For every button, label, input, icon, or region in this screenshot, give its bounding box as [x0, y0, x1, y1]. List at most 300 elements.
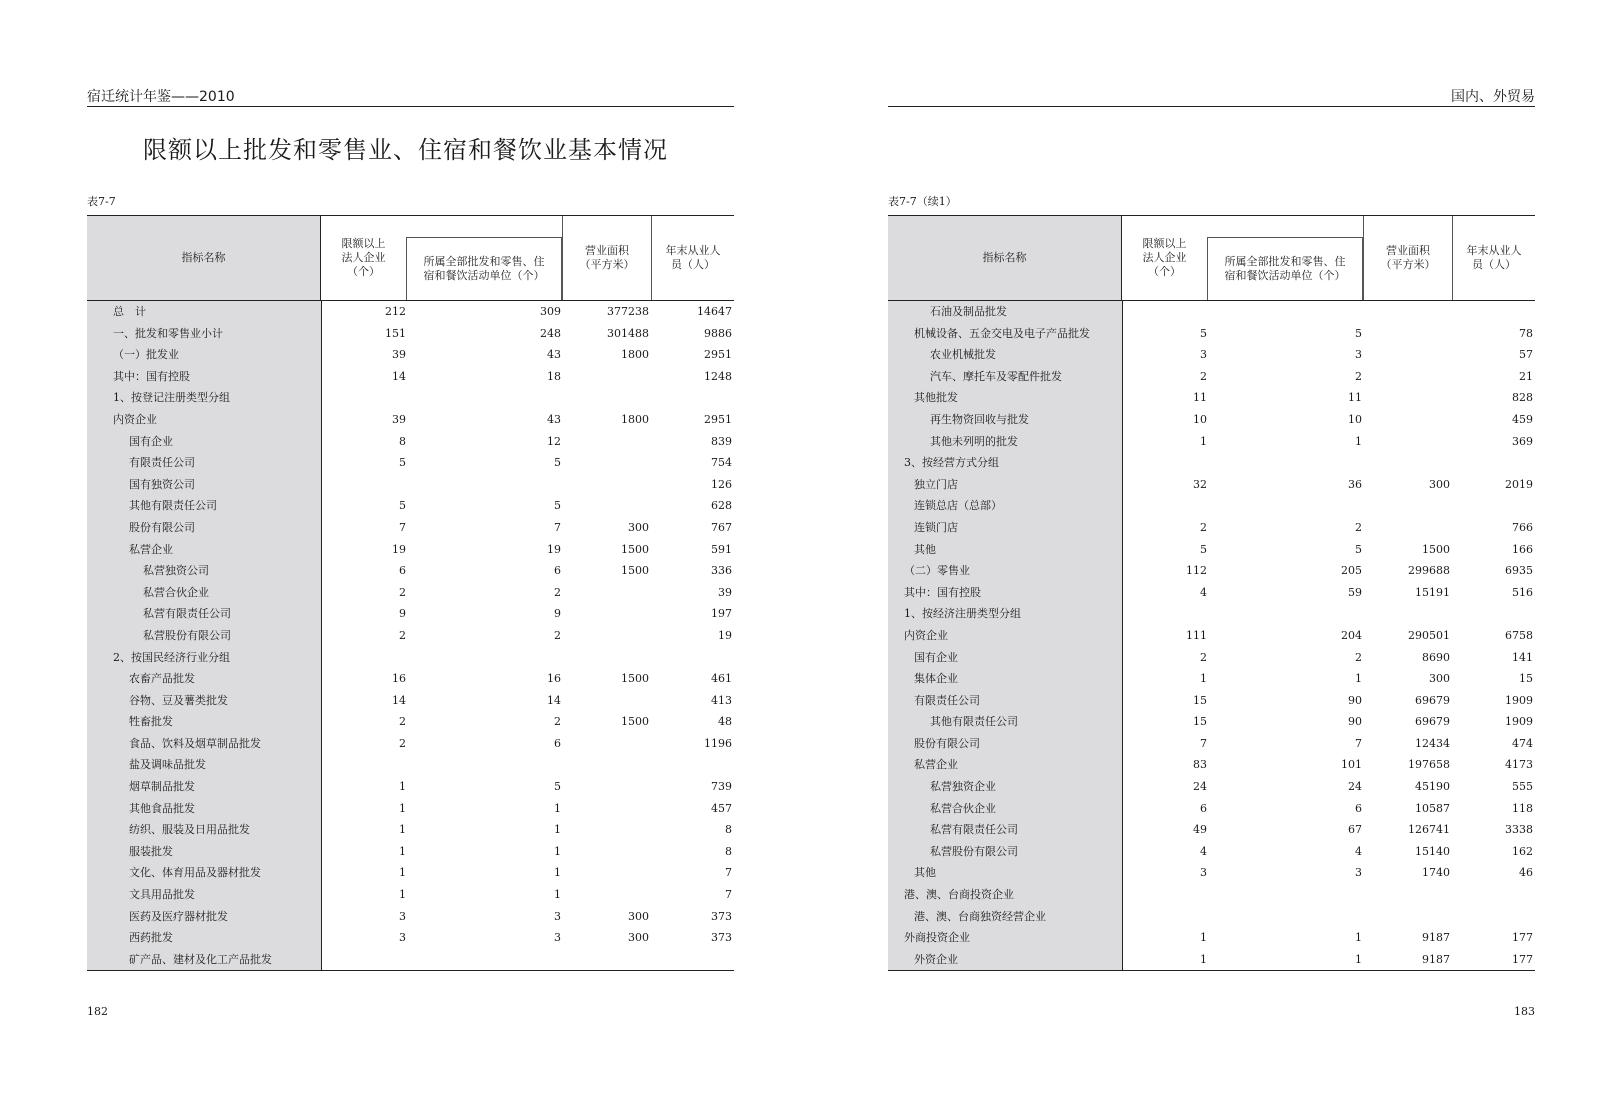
row-indicator-name: 谷物、豆及薯类批发 [129, 693, 228, 707]
table-row [87, 819, 734, 841]
cell-staff: 457 [711, 801, 732, 815]
cell-area: 69679 [1415, 715, 1450, 729]
cell-staff: 767 [711, 520, 732, 534]
row-indicator-name: 3、按经营方式分组 [904, 456, 999, 470]
row-indicator-name: 其他食品批发 [129, 801, 195, 815]
table-row [87, 517, 734, 539]
cell-enterprises: 7 [399, 520, 406, 534]
cell-units: 5 [554, 456, 561, 470]
table-row [87, 344, 734, 366]
cell-enterprises: 39 [392, 348, 406, 362]
cell-staff: 754 [711, 456, 732, 470]
cell-staff: 2019 [1505, 477, 1533, 491]
cell-staff: 8 [725, 823, 732, 837]
cell-units: 101 [1341, 758, 1362, 772]
table-row [888, 798, 1535, 820]
table-row [888, 517, 1535, 539]
row-indicator-name: 其他 [914, 542, 936, 556]
row-indicator-name: 1、按经济注册类型分组 [904, 607, 1021, 621]
cell-enterprises: 112 [1186, 564, 1207, 578]
cell-enterprises: 1 [1200, 434, 1207, 448]
cell-staff: 373 [711, 909, 732, 923]
cell-enterprises: 83 [1193, 758, 1207, 772]
table-row [87, 431, 734, 453]
cell-staff: 516 [1512, 585, 1533, 599]
cell-enterprises: 14 [392, 693, 406, 707]
cell-area: 12434 [1415, 736, 1450, 750]
cell-area: 15191 [1415, 585, 1450, 599]
table-row [888, 387, 1535, 409]
cell-units: 43 [547, 412, 561, 426]
row-indicator-name: 私营独资公司 [143, 564, 209, 578]
table-row [87, 906, 734, 928]
row-indicator-name: 私营企业 [129, 542, 173, 556]
cell-staff: 3338 [1505, 823, 1533, 837]
cell-area: 300 [628, 520, 649, 534]
cell-units: 90 [1348, 715, 1362, 729]
header-staff-text: 年末从业人 员（人） [665, 244, 721, 271]
row-indicator-name: 集体企业 [914, 672, 958, 686]
row-indicator-name: 私营有限责任公司 [143, 607, 231, 621]
row-indicator-name: 其中：国有控股 [904, 585, 981, 599]
row-indicator-name: 私营独资企业 [930, 780, 996, 794]
cell-staff: 766 [1512, 520, 1533, 534]
cell-area: 1500 [621, 564, 649, 578]
table-row [87, 711, 734, 733]
table-row [87, 560, 734, 582]
cell-units: 10 [1348, 412, 1362, 426]
table-row [87, 495, 734, 517]
cell-enterprises: 4 [1200, 585, 1207, 599]
table-row [87, 862, 734, 884]
cell-units: 1 [554, 888, 561, 902]
cell-units: 1 [554, 823, 561, 837]
table-row [888, 668, 1535, 690]
cell-staff: 1909 [1505, 693, 1533, 707]
row-indicator-name: 盐及调味品批发 [129, 758, 206, 772]
cell-area: 1800 [621, 348, 649, 362]
cell-staff: 8 [725, 844, 732, 858]
header-area [1363, 216, 1453, 300]
cell-area: 300 [628, 931, 649, 945]
row-indicator-name: 有限责任公司 [129, 456, 195, 470]
header-enterprises [321, 216, 406, 300]
cell-units: 7 [1355, 736, 1362, 750]
header-enterprises [1122, 216, 1207, 300]
cell-staff: 21 [1519, 369, 1533, 383]
table-row [87, 582, 734, 604]
cell-staff: 6935 [1505, 564, 1533, 578]
cell-enterprises: 5 [399, 456, 406, 470]
row-indicator-name: 石油及制品批发 [930, 305, 1007, 318]
row-indicator-name: 西药批发 [129, 931, 173, 945]
cell-enterprises: 5 [399, 499, 406, 513]
cell-staff: 828 [1512, 391, 1533, 405]
cell-enterprises: 3 [1200, 866, 1207, 880]
cell-units: 59 [1348, 585, 1362, 599]
cell-staff: 141 [1512, 650, 1533, 664]
header-indicator-name: 指标名称 [87, 216, 321, 300]
cell-enterprises: 1 [1200, 931, 1207, 945]
cell-units: 309 [540, 305, 561, 318]
table-row [87, 798, 734, 820]
cell-enterprises: 1 [1200, 672, 1207, 686]
table-body [87, 301, 734, 970]
table-row [87, 647, 734, 669]
table-row [888, 323, 1535, 345]
cell-staff: 474 [1512, 736, 1533, 750]
cell-enterprises: 6 [1200, 801, 1207, 815]
header-staff [652, 216, 734, 300]
row-indicator-name: 其他批发 [914, 391, 958, 405]
row-indicator-name: 烟草制品批发 [129, 780, 195, 794]
right-page [888, 0, 1535, 1099]
cell-staff: 57 [1519, 348, 1533, 362]
cell-enterprises: 15 [1193, 693, 1207, 707]
cell-enterprises: 9 [399, 607, 406, 621]
cell-units: 19 [547, 542, 561, 556]
page-number: 183 [1514, 1005, 1535, 1018]
cell-enterprises: 3 [399, 909, 406, 923]
table-row [888, 344, 1535, 366]
table-row [888, 927, 1535, 949]
table-row [87, 949, 734, 971]
table-row [87, 690, 734, 712]
cell-enterprises: 24 [1193, 780, 1207, 794]
running-header [87, 84, 734, 107]
cell-enterprises: 19 [392, 542, 406, 556]
cell-enterprises: 2 [1200, 520, 1207, 534]
cell-staff: 2951 [704, 412, 732, 426]
cell-enterprises: 2 [1200, 369, 1207, 383]
header-area-text: 营业面积 （平方米） [579, 244, 635, 271]
cell-enterprises: 7 [1200, 736, 1207, 750]
cell-staff: 15 [1519, 672, 1533, 686]
table-row [888, 841, 1535, 863]
row-indicator-name: 私营企业 [914, 758, 958, 772]
table-row [888, 603, 1535, 625]
row-indicator-name: 股份有限公司 [914, 736, 980, 750]
cell-staff: 373 [711, 931, 732, 945]
running-head-text: 国内、外贸易 [1451, 89, 1535, 105]
row-indicator-name: 再生物资回收与批发 [930, 412, 1029, 426]
table-row [87, 884, 734, 906]
cell-enterprises: 4 [1200, 844, 1207, 858]
cell-enterprises: 212 [385, 305, 406, 318]
table-row [888, 733, 1535, 755]
row-indicator-name: 其他有限责任公司 [930, 715, 1018, 729]
cell-units: 6 [1355, 801, 1362, 815]
cell-units: 67 [1348, 823, 1362, 837]
row-indicator-name: 其他有限责任公司 [129, 499, 217, 513]
cell-enterprises: 16 [392, 672, 406, 686]
cell-units: 3 [1355, 348, 1362, 362]
cell-enterprises: 2 [399, 715, 406, 729]
table-row [888, 906, 1535, 928]
cell-area: 300 [1429, 672, 1450, 686]
row-indicator-name: （一）批发业 [113, 348, 179, 362]
cell-units: 3 [1355, 866, 1362, 880]
cell-area: 126741 [1408, 823, 1450, 837]
row-indicator-name: 文化、体育用品及器材批发 [129, 866, 261, 880]
cell-enterprises: 1 [1200, 952, 1207, 966]
table-row [888, 495, 1535, 517]
row-indicator-name: 牲畜批发 [129, 715, 173, 729]
row-indicator-name: 港、澳、台商投资企业 [904, 888, 1014, 902]
data-table [87, 215, 734, 971]
row-indicator-name: 独立门店 [914, 477, 958, 491]
cell-units: 1 [554, 844, 561, 858]
table-row [888, 625, 1535, 647]
cell-area: 69679 [1415, 693, 1450, 707]
cell-units: 2 [554, 628, 561, 642]
cell-units: 1 [1355, 672, 1362, 686]
cell-staff: 839 [711, 434, 732, 448]
cell-units: 5 [1355, 326, 1362, 340]
cell-units: 2 [554, 585, 561, 599]
table-row [888, 366, 1535, 388]
table-row [87, 625, 734, 647]
cell-units: 6 [554, 564, 561, 578]
table-row [888, 452, 1535, 474]
row-indicator-name: 外商投资企业 [904, 931, 970, 945]
header-area-text: 营业面积 （平方米） [1380, 244, 1436, 271]
cell-area: 1740 [1422, 866, 1450, 880]
cell-units: 24 [1348, 780, 1362, 794]
page-number: 182 [87, 1005, 108, 1018]
cell-enterprises: 15 [1193, 715, 1207, 729]
cell-staff: 166 [1512, 542, 1533, 556]
cell-units: 14 [547, 693, 561, 707]
cell-enterprises: 1 [399, 888, 406, 902]
row-indicator-name: 食品、饮料及烟草制品批发 [129, 736, 261, 750]
cell-staff: 1196 [704, 736, 732, 750]
cell-units: 1 [1355, 931, 1362, 945]
row-indicator-name: 一、批发和零售业小计 [113, 326, 223, 340]
table-row [888, 560, 1535, 582]
header-staff [1453, 216, 1535, 300]
table-row [87, 841, 734, 863]
table-label: 表7-7 [87, 195, 116, 208]
running-head-text: 宿迁统计年鉴——2010 [87, 89, 235, 105]
cell-staff: 459 [1512, 412, 1533, 426]
table-label: 表7-7（续1） [888, 195, 957, 208]
table-row [888, 754, 1535, 776]
row-indicator-name: 连锁门店 [914, 520, 958, 534]
cell-enterprises: 2 [399, 628, 406, 642]
row-indicator-name: 有限责任公司 [914, 693, 980, 707]
table-row [888, 409, 1535, 431]
row-indicator-name: 其中：国有控股 [113, 369, 190, 383]
cell-enterprises: 11 [1193, 391, 1207, 405]
row-indicator-name: 国有企业 [914, 650, 958, 664]
cell-staff: 628 [711, 499, 732, 513]
table-row [87, 539, 734, 561]
row-indicator-name: 股份有限公司 [129, 520, 195, 534]
table-header [87, 216, 734, 301]
cell-enterprises: 3 [399, 931, 406, 945]
row-indicator-name: 连锁总店（总部） [914, 499, 1002, 513]
cell-enterprises: 1 [399, 801, 406, 815]
table-row [87, 387, 734, 409]
cell-units: 3 [554, 909, 561, 923]
row-indicator-name: 农业机械批发 [930, 348, 996, 362]
header-units-text: 所属全部批发和零售、住 宿和餐饮活动单位（个） [1224, 255, 1346, 282]
row-indicator-name: 私营合伙企业 [143, 585, 209, 599]
table-row [87, 668, 734, 690]
cell-area: 10587 [1415, 801, 1450, 815]
cell-area: 1500 [1422, 542, 1450, 556]
table-row [888, 474, 1535, 496]
cell-units: 16 [547, 672, 561, 686]
cell-enterprises: 6 [399, 564, 406, 578]
row-indicator-name: 私营合伙企业 [930, 801, 996, 815]
cell-enterprises: 1 [399, 780, 406, 794]
cell-units: 12 [547, 434, 561, 448]
table-row [87, 474, 734, 496]
cell-staff: 14647 [697, 305, 732, 318]
table-row [87, 733, 734, 755]
cell-enterprises: 5 [1200, 542, 1207, 556]
cell-area: 9187 [1422, 931, 1450, 945]
cell-enterprises: 49 [1193, 823, 1207, 837]
cell-staff: 78 [1519, 326, 1533, 340]
header-units [406, 237, 562, 300]
cell-staff: 48 [718, 715, 732, 729]
cell-enterprises: 5 [1200, 326, 1207, 340]
cell-units: 43 [547, 348, 561, 362]
table-row [87, 776, 734, 798]
cell-units: 2 [554, 715, 561, 729]
table-row [87, 323, 734, 345]
cell-area: 377238 [607, 305, 649, 318]
cell-area: 290501 [1408, 628, 1450, 642]
cell-staff: 9886 [704, 326, 732, 340]
cell-area: 301488 [607, 326, 649, 340]
table-row [888, 431, 1535, 453]
table-body [888, 301, 1535, 970]
cell-units: 3 [554, 931, 561, 945]
cell-area: 1500 [621, 715, 649, 729]
table-row [87, 603, 734, 625]
row-indicator-name: 私营股份有限公司 [930, 844, 1018, 858]
cell-enterprises: 39 [392, 412, 406, 426]
row-indicator-name: 纺织、服装及日用品批发 [129, 823, 250, 837]
row-indicator-name: 1、按登记注册类型分组 [113, 391, 230, 405]
cell-area: 1800 [621, 412, 649, 426]
cell-staff: 336 [711, 564, 732, 578]
table-row [87, 366, 734, 388]
row-indicator-name: 汽车、摩托车及零配件批发 [930, 369, 1062, 383]
cell-staff: 7 [725, 866, 732, 880]
cell-units: 11 [1348, 391, 1362, 405]
cell-units: 2 [1355, 520, 1362, 534]
cell-staff: 118 [1512, 801, 1533, 815]
cell-area: 300 [1429, 477, 1450, 491]
cell-staff: 739 [711, 780, 732, 794]
cell-staff: 591 [711, 542, 732, 556]
cell-staff: 126 [711, 477, 732, 491]
cell-area: 45190 [1415, 780, 1450, 794]
cell-enterprises: 111 [1186, 628, 1207, 642]
table-row [888, 862, 1535, 884]
row-indicator-name: 外资企业 [914, 952, 958, 966]
table-row [888, 582, 1535, 604]
table-header [888, 216, 1535, 301]
cell-area: 15140 [1415, 844, 1450, 858]
cell-area: 1500 [621, 672, 649, 686]
cell-area: 300 [628, 909, 649, 923]
cell-staff: 1909 [1505, 715, 1533, 729]
cell-enterprises: 2 [1200, 650, 1207, 664]
cell-units: 205 [1341, 564, 1362, 578]
cell-units: 4 [1355, 844, 1362, 858]
cell-area: 9187 [1422, 952, 1450, 966]
cell-enterprises: 32 [1193, 477, 1207, 491]
cell-units: 204 [1341, 628, 1362, 642]
cell-units: 1 [1355, 434, 1362, 448]
running-header [888, 84, 1535, 107]
cell-enterprises: 151 [385, 326, 406, 340]
cell-units: 5 [554, 780, 561, 794]
cell-units: 2 [1355, 369, 1362, 383]
table-row [888, 647, 1535, 669]
row-indicator-name: 私营有限责任公司 [930, 823, 1018, 837]
cell-area: 8690 [1422, 650, 1450, 664]
header-staff-text: 年末从业人 员（人） [1466, 244, 1522, 271]
header-enterprises-text: 限额以上 法人企业 （个） [341, 237, 386, 278]
row-indicator-name: 国有企业 [129, 434, 173, 448]
cell-staff: 369 [1512, 434, 1533, 448]
table-row [888, 776, 1535, 798]
cell-units: 18 [547, 369, 561, 383]
cell-enterprises: 1 [399, 823, 406, 837]
cell-area: 1500 [621, 542, 649, 556]
cell-staff: 4173 [1505, 758, 1533, 772]
row-indicator-name: 内资企业 [113, 412, 157, 426]
cell-units: 248 [540, 326, 561, 340]
cell-enterprises: 14 [392, 369, 406, 383]
row-indicator-name: 私营股份有限公司 [143, 628, 231, 642]
cell-staff: 177 [1512, 931, 1533, 945]
cell-units: 9 [554, 607, 561, 621]
cell-staff: 1248 [704, 369, 732, 383]
cell-enterprises: 2 [399, 585, 406, 599]
row-indicator-name: 2、按国民经济行业分组 [113, 650, 230, 664]
cell-units: 36 [1348, 477, 1362, 491]
cell-enterprises: 1 [399, 866, 406, 880]
cell-staff: 46 [1519, 866, 1533, 880]
row-indicator-name: 其他 [914, 866, 936, 880]
cell-area: 299688 [1408, 564, 1450, 578]
page-title: 限额以上批发和零售业、住宿和餐饮业基本情况 [143, 136, 668, 164]
cell-units: 2 [1355, 650, 1362, 664]
cell-enterprises: 1 [399, 844, 406, 858]
cell-staff: 461 [711, 672, 732, 686]
header-units-text: 所属全部批发和零售、住 宿和餐饮活动单位（个） [423, 255, 545, 282]
table-row [87, 927, 734, 949]
cell-staff: 7 [725, 888, 732, 902]
row-indicator-name: 医药及医疗器材批发 [129, 909, 228, 923]
cell-staff: 555 [1512, 780, 1533, 794]
row-indicator-name: 机械设备、五金交电及电子产品批发 [914, 326, 1090, 340]
header-indicator-name: 指标名称 [888, 216, 1122, 300]
row-indicator-name: 文具用品批发 [129, 888, 195, 902]
row-indicator-name: （二）零售业 [904, 564, 970, 578]
table-row [888, 884, 1535, 906]
header-enterprises-text: 限额以上 法人企业 （个） [1142, 237, 1187, 278]
cell-staff: 2951 [704, 348, 732, 362]
